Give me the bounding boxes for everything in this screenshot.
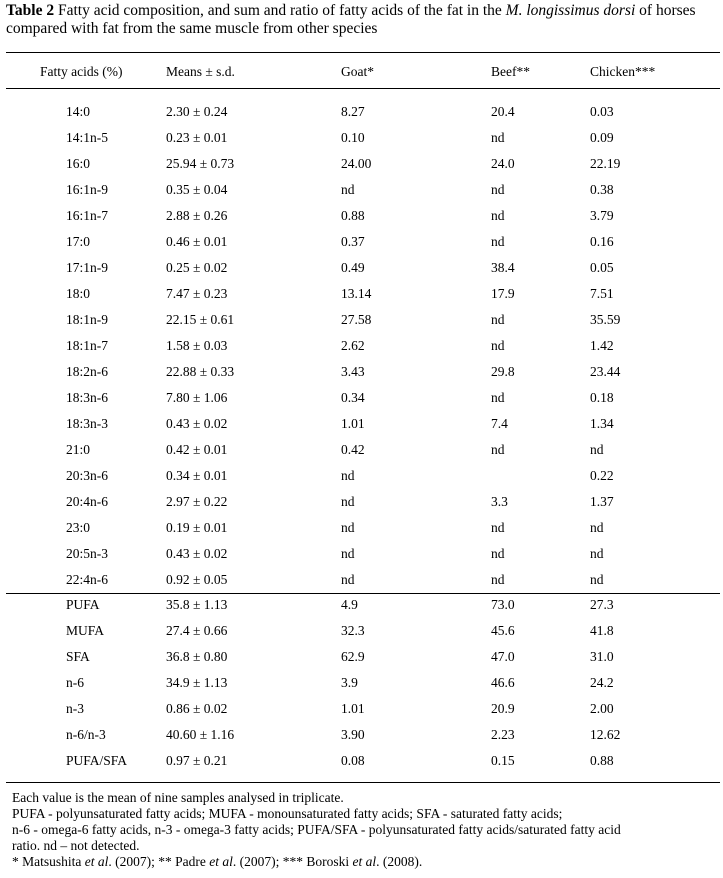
chicken-cell: 24.2 [590,675,614,690]
fatty-acid-cell: 18:3n-3 [66,416,108,431]
chicken-cell: 1.37 [590,494,614,509]
header-chicken: Chicken*** [590,64,656,79]
beef-cell: 38.4 [491,260,515,275]
beef-cell: 0.15 [491,753,515,768]
table-label: Table 2 [6,2,55,19]
header-beef: Beef** [491,64,530,79]
fatty-acid-cell: 17:1n-9 [66,260,108,275]
fatty-acid-cell: 16:1n-7 [66,208,108,223]
fatty-acid-cell: 18:0 [66,286,91,301]
beef-cell: 20.4 [491,104,515,119]
fatty-acid-cell: n-6/n-3 [66,727,106,742]
chicken-cell: 1.34 [590,416,614,431]
note-references [12,854,718,870]
beef-cell: 3.3 [491,494,508,509]
mean-sd-cell: 22.15 ± 0.61 [166,312,235,327]
caption-text-2: of horses compared with fat from the same muscle from other species [6,2,696,37]
chicken-cell: 0.18 [590,390,614,405]
fatty-acid-cell: 18:1n-9 [66,312,108,327]
mean-sd-cell: 25.94 ± 0.73 [166,156,235,171]
ref-text-2: . (2007); ** Padre [108,854,210,869]
ref-text-1: * Matsushita [12,854,85,869]
ref-etal-2: et al [209,854,233,869]
mean-sd-cell: 0.35 ± 0.04 [166,182,228,197]
mean-sd-cell: 22.88 ± 0.33 [166,364,235,379]
chicken-cell: nd [590,546,604,561]
mean-sd-cell: 0.34 ± 0.01 [166,468,228,483]
beef-cell: 73.0 [491,597,515,612]
goat-cell: 1.01 [341,701,365,716]
goat-cell: nd [341,546,355,561]
fatty-acid-cell: MUFA [66,623,105,638]
mean-sd-cell: 0.25 ± 0.02 [166,260,228,275]
ref-text-4: . (2008). [376,854,423,869]
mean-sd-cell: 40.60 ± 1.16 [166,727,235,742]
beef-cell: 20.9 [491,701,515,716]
goat-cell: 3.9 [341,675,358,690]
chicken-cell: 22.19 [590,156,621,171]
mean-sd-cell: 7.47 ± 0.23 [166,286,228,301]
fatty-acid-cell: 20:3n-6 [66,468,108,483]
goat-cell: 0.34 [341,390,365,405]
mean-sd-cell: 7.80 ± 1.06 [166,390,228,405]
mean-sd-cell: 27.4 ± 0.66 [166,623,228,638]
beef-cell: 24.0 [491,156,515,171]
fatty-acid-cell: 17:0 [66,234,91,249]
fatty-acid-cell: 18:2n-6 [66,364,108,379]
chicken-cell: 41.8 [590,623,614,638]
fatty-acid-cell: 18:3n-6 [66,390,108,405]
mean-sd-cell: 0.92 ± 0.05 [166,572,228,587]
fatty-acid-cell: 16:1n-9 [66,182,108,197]
mean-sd-cell: 35.8 ± 1.13 [166,597,228,612]
beef-cell: nd [491,442,505,457]
caption-text-1: Fatty acid composition, and sum and ratio of fatty acids of the fat in the [54,2,506,19]
beef-cell: nd [491,572,505,587]
mean-sd-cell: 2.88 ± 0.26 [166,208,228,223]
beef-cell: nd [491,546,505,561]
goat-cell: 62.9 [341,649,365,664]
beef-cell: 45.6 [491,623,515,638]
beef-cell: 29.8 [491,364,515,379]
goat-cell: 13.14 [341,286,372,301]
goat-cell: 0.88 [341,208,365,223]
chicken-cell: 3.79 [590,208,614,223]
chicken-cell: 12.62 [590,727,621,742]
fatty-acid-cell: 21:0 [66,442,91,457]
fatty-acid-cell: 22:4n-6 [66,572,108,587]
caption-species: M. longissimus dorsi [505,2,636,19]
beef-cell: nd [491,390,505,405]
ref-etal-3: et al [352,854,377,869]
top-rule [6,52,720,53]
chicken-cell: 0.09 [590,130,614,145]
beef-cell: 2.23 [491,727,515,742]
beef-cell: nd [491,130,505,145]
chicken-cell: 0.16 [590,234,614,249]
ref-text-3: . (2007); *** Boroski [232,854,353,869]
chicken-cell: 27.3 [590,597,614,612]
header-means-sd: Means ± s.d. [166,64,235,79]
mean-sd-cell: 0.42 ± 0.01 [166,442,228,457]
header-fatty-acids: Fatty acids (%) [40,64,123,79]
chicken-cell: 0.38 [590,182,614,197]
mean-sd-cell: 36.8 ± 0.80 [166,649,228,664]
beef-cell: 47.0 [491,649,515,664]
mean-sd-cell: 0.43 ± 0.02 [166,546,228,561]
fatty-acid-cell: 20:5n-3 [66,546,108,561]
goat-cell: 32.3 [341,623,365,638]
mean-sd-cell: 2.30 ± 0.24 [166,104,228,119]
note-line-2: PUFA - polyunsaturated fatty acids; MUFA - monounsaturated fatty acids; SFA - saturated fatty acids; [12,806,563,821]
beef-cell: 46.6 [491,675,515,690]
goat-cell: 1.01 [341,416,365,431]
chicken-cell: 31.0 [590,649,614,664]
mean-sd-cell: 0.97 ± 0.21 [166,753,228,768]
chicken-cell: 23.44 [590,364,621,379]
chicken-cell: nd [590,520,604,535]
fatty-acid-cell: n-6 [66,675,84,690]
goat-cell: nd [341,520,355,535]
beef-cell: nd [491,338,505,353]
chicken-cell: 0.03 [590,104,614,119]
fatty-acid-cell: PUFA [66,597,100,612]
goat-cell: 0.37 [341,234,365,249]
fatty-acid-cell: 23:0 [66,520,91,535]
summary-rule [6,593,720,594]
mean-sd-cell: 1.58 ± 0.03 [166,338,228,353]
goat-cell: 0.10 [341,130,365,145]
mean-sd-cell: 0.46 ± 0.01 [166,234,228,249]
bottom-rule [6,782,720,783]
note-line-4: ratio. nd – not detected. [12,838,140,853]
fatty-acid-cell: n-3 [66,701,84,716]
beef-cell: nd [491,312,505,327]
chicken-cell: 1.42 [590,338,614,353]
fatty-acid-cell: 14:1n-5 [66,130,108,145]
goat-cell: 8.27 [341,104,365,119]
ref-etal-1: et al [84,854,109,869]
chicken-cell: nd [590,572,604,587]
chicken-cell: 35.59 [590,312,621,327]
goat-cell: nd [341,572,355,587]
goat-cell: 0.42 [341,442,365,457]
goat-cell: 0.49 [341,260,365,275]
mean-sd-cell: 0.86 ± 0.02 [166,701,228,716]
fatty-acid-cell: 16:0 [66,156,91,171]
goat-cell: nd [341,182,355,197]
fatty-acid-cell: 20:4n-6 [66,494,108,509]
chicken-cell: 2.00 [590,701,614,716]
beef-cell: 17.9 [491,286,515,301]
fatty-acid-cell: 14:0 [66,104,91,119]
goat-cell: 2.62 [341,338,365,353]
chicken-cell: 0.88 [590,753,614,768]
fatty-acid-cell: 18:1n-7 [66,338,108,353]
chicken-cell: nd [590,442,604,457]
beef-cell: nd [491,520,505,535]
fatty-acid-cell: SFA [66,649,90,664]
goat-cell: 3.43 [341,364,365,379]
fatty-acid-cell: PUFA/SFA [66,753,128,768]
mean-sd-cell: 0.19 ± 0.01 [166,520,228,535]
goat-cell: 24.00 [341,156,372,171]
goat-cell: 27.58 [341,312,372,327]
header-rule [6,88,720,89]
goat-cell: nd [341,494,355,509]
mean-sd-cell: 0.43 ± 0.02 [166,416,228,431]
goat-cell: 3.90 [341,727,365,742]
header-goat: Goat* [341,64,374,79]
goat-cell: 4.9 [341,597,358,612]
table-notes [12,790,718,870]
beef-cell: nd [491,234,505,249]
note-line-3: n-6 - omega-6 fatty acids, n-3 - omega-3 fatty acids; PUFA/SFA - polyunsaturated fatty acids/saturated fatty acid [12,822,621,837]
beef-cell: nd [491,208,505,223]
chicken-cell: 0.05 [590,260,614,275]
chicken-cell: 0.22 [590,468,614,483]
chicken-cell: 7.51 [590,286,614,301]
mean-sd-cell: 0.23 ± 0.01 [166,130,228,145]
note-line-1: Each value is the mean of nine samples analysed in triplicate. [12,790,344,805]
mean-sd-cell: 2.97 ± 0.22 [166,494,228,509]
table-caption [6,2,718,38]
beef-cell: 7.4 [491,416,508,431]
mean-sd-cell: 34.9 ± 1.13 [166,675,228,690]
goat-cell: nd [341,468,355,483]
beef-cell: nd [491,182,505,197]
goat-cell: 0.08 [341,753,365,768]
